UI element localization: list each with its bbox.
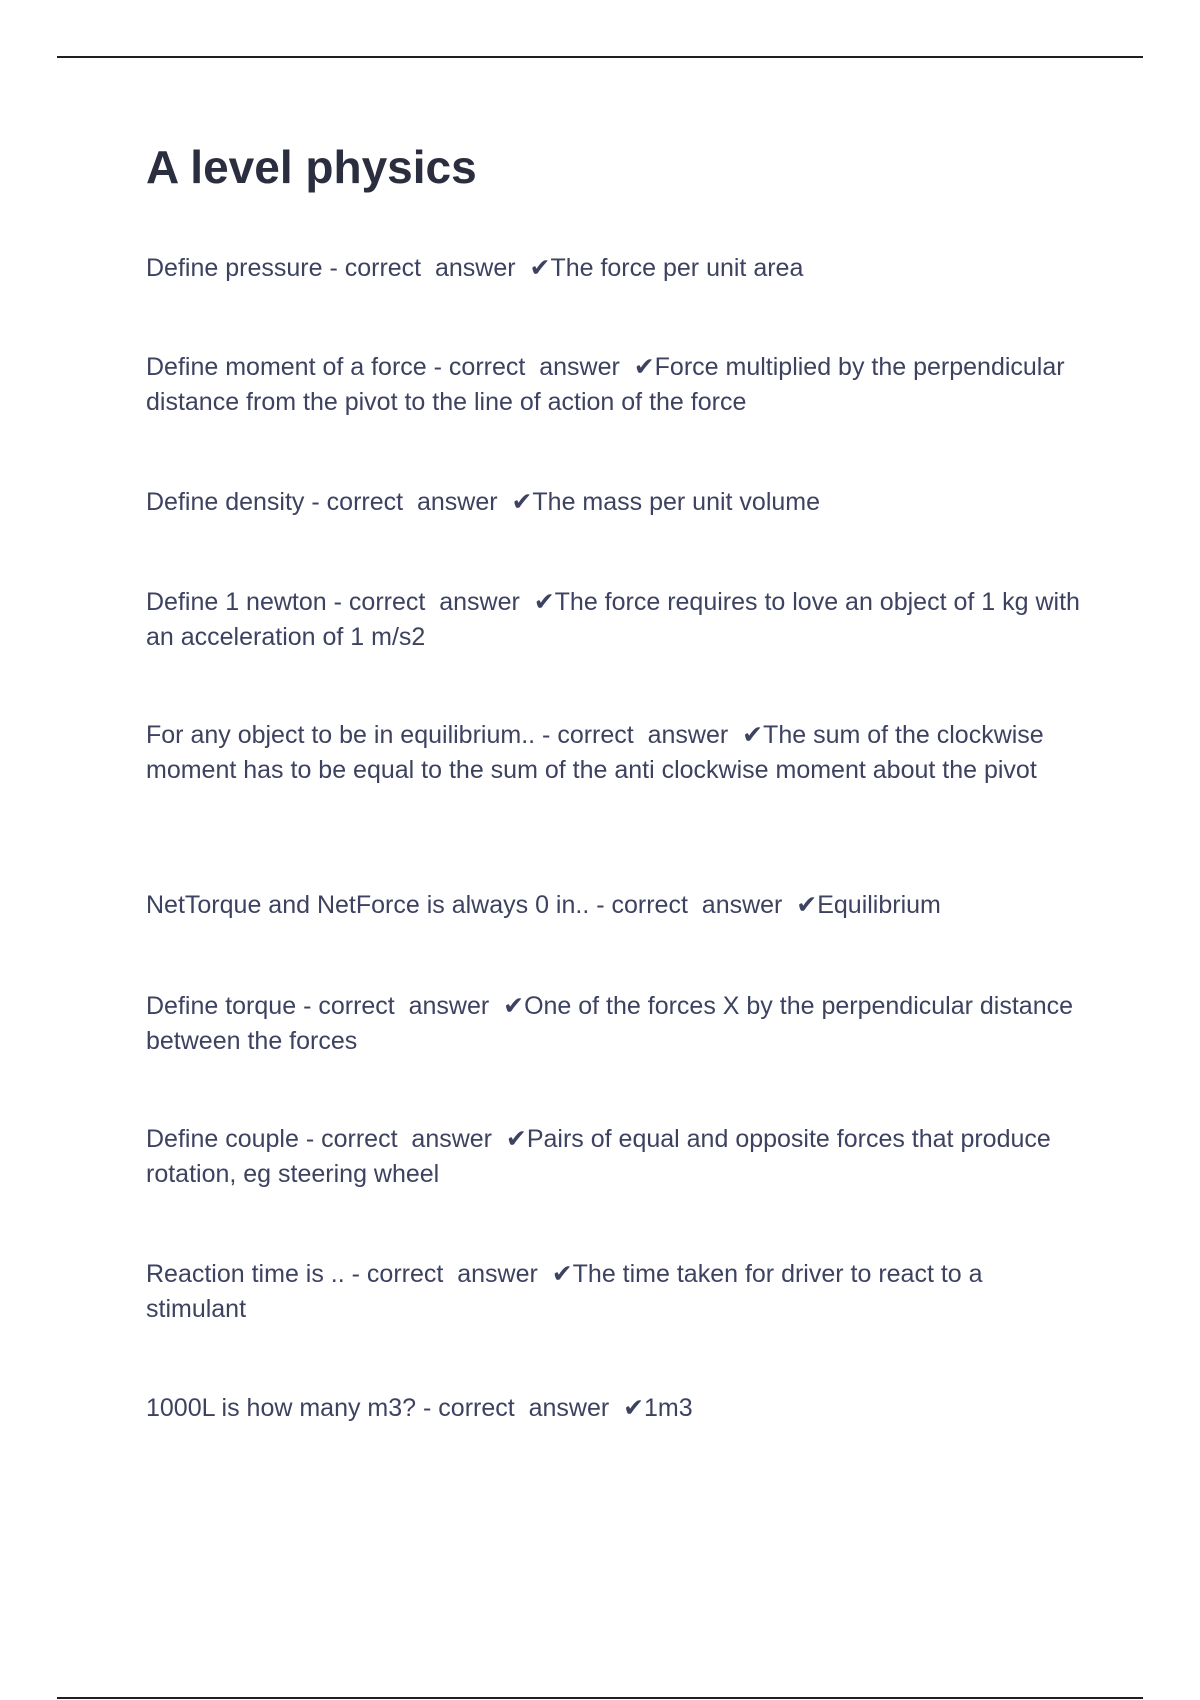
answer-marker: - correct answer ✔	[303, 992, 525, 1020]
answer-marker: - correct answer ✔	[433, 353, 655, 381]
question-text: Define density	[146, 488, 305, 516]
answer-text: 1m3	[644, 1394, 693, 1422]
question-text: Define couple	[146, 1125, 299, 1153]
qa-item-pressure	[146, 251, 1086, 286]
answer-marker: - correct answer ✔	[333, 588, 555, 616]
top-rule	[57, 56, 1143, 58]
question-text: For any object to be in equilibrium..	[146, 721, 536, 749]
qa-item-density	[146, 485, 1086, 520]
answer-marker: - correct answer ✔	[423, 1394, 645, 1422]
question-text: NetTorque and NetForce is always 0 in..	[146, 891, 590, 919]
question-text: Define torque	[146, 992, 297, 1020]
qa-item-newton	[146, 585, 1086, 655]
answer-text: The force per unit area	[550, 254, 804, 282]
answer-text: The force requires to love an object of 1 kg with an acceleration of 1 m/s2	[146, 588, 1080, 651]
answer-text: The mass per unit volume	[532, 488, 821, 516]
answer-marker: - correct answer ✔	[542, 721, 764, 749]
answer-text: Pairs of equal and opposite forces that produce rotation, eg steering wheel	[146, 1125, 1051, 1188]
answer-marker: - correct answer ✔	[351, 1260, 573, 1288]
answer-text: One of the forces X by the perpendicular distance between the forces	[146, 992, 1074, 1055]
question-text: Define pressure	[146, 254, 323, 282]
question-text: 1000L is how many m3?	[146, 1394, 417, 1422]
answer-marker: - correct answer ✔	[596, 891, 818, 919]
question-text: Reaction time is ..	[146, 1260, 345, 1288]
bottom-rule	[57, 1697, 1143, 1699]
qa-item-equilibrium	[146, 718, 1086, 788]
qa-item-moment	[146, 350, 1086, 420]
answer-text: The sum of the clockwise moment has to be equal to the sum of the anti clockwise moment about the pivot	[146, 721, 1044, 784]
qa-item-net-torque	[146, 888, 1086, 923]
answer-text: Force multiplied by the perpendicular distance from the pivot to the line of action of the force	[146, 353, 1065, 416]
qa-item-volume	[146, 1391, 1086, 1426]
qa-item-torque	[146, 989, 1086, 1059]
qa-item-reaction-time	[146, 1257, 1086, 1327]
answer-marker: - correct answer ✔	[311, 488, 533, 516]
answer-marker: - correct answer ✔	[305, 1125, 527, 1153]
answer-text: Equilibrium	[817, 891, 941, 919]
qa-item-couple	[146, 1122, 1086, 1192]
page-title: A level physics	[146, 141, 477, 193]
question-text: Define moment of a force	[146, 353, 427, 381]
answer-text: The time taken for driver to react to a stimulant	[146, 1260, 983, 1323]
question-text: Define 1 newton	[146, 588, 327, 616]
answer-marker: - correct answer ✔	[329, 254, 551, 282]
